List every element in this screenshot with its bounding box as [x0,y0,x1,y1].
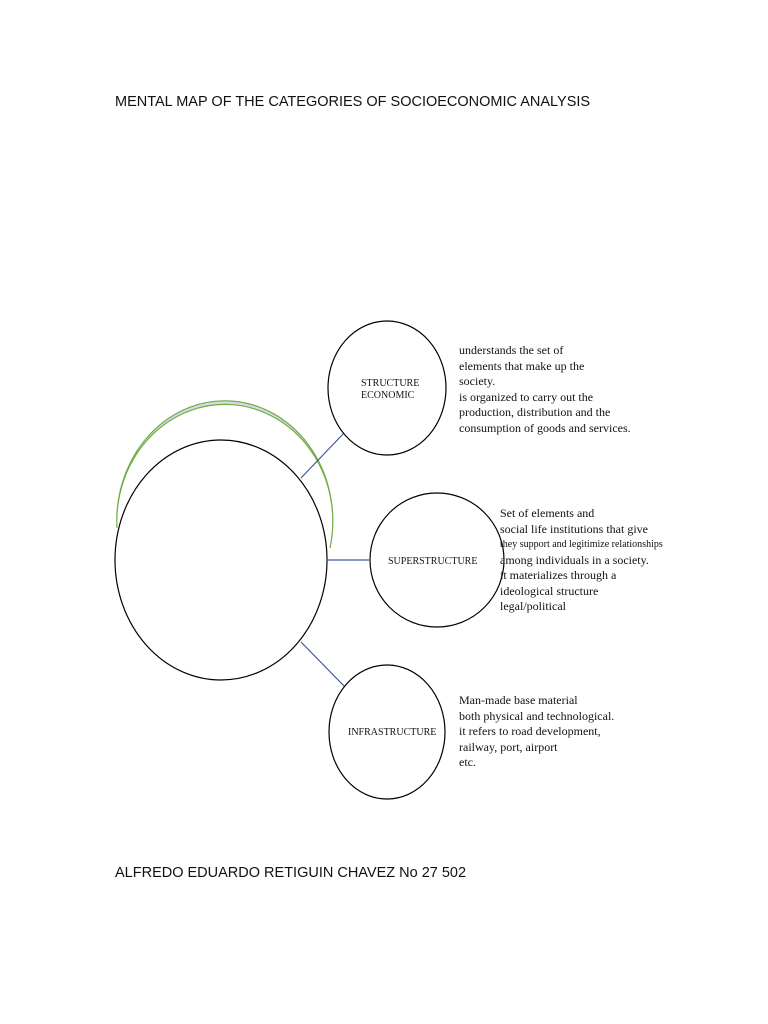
superstructure-desc-line: it materializes through a [500,568,617,582]
central-circle [115,440,327,680]
superstructure-description [500,506,663,615]
superstructure-desc-line: social life institutions that give [500,521,648,536]
superstructure-desc-line: among individuals in a society. [500,552,649,567]
structure-desc-line: is organized to carry out the [459,389,594,404]
superstructure-desc-line: they support and legitimize relationships [500,539,663,550]
infrastructure-desc-line: etc. [459,755,476,769]
structure-desc-line: consumption of goods and services. [459,420,631,435]
infrastructure-description [459,693,614,771]
node-structure-label-line2: ECONOMIC [361,390,415,401]
node-structure-label-line1: STRUCTURE [361,378,420,389]
structure-desc-line: society. [459,374,496,388]
author-line: ALFREDO EDUARDO RETIGUIN CHAVEZ No 27 502 [115,865,467,881]
structure-desc-line: understands the set of [459,343,564,357]
connector-infrastructure [301,642,345,687]
superstructure-desc-line: Set of elements and [500,506,595,520]
node-infrastructure-label: INFRASTRUCTURE [348,727,437,738]
infrastructure-desc-line: it refers to road development, [459,724,601,738]
infrastructure-desc-line: Man-made base material [459,693,578,707]
structure-desc-line: production, distribution and the [459,405,611,419]
node-superstructure-label: SUPERSTRUCTURE [388,556,478,567]
structure-desc-line: elements that make up the [459,358,585,373]
superstructure-desc-line: ideological structure [500,583,599,598]
page-title: MENTAL MAP OF THE CATEGORIES OF SOCIOECONOMIC ANALYSIS [115,94,591,110]
structure-description [459,343,631,436]
infrastructure-desc-line: both physical and technological. [459,708,615,723]
infrastructure-desc-line: railway, port, airport [459,739,558,754]
superstructure-desc-line: legal/political [500,599,566,613]
